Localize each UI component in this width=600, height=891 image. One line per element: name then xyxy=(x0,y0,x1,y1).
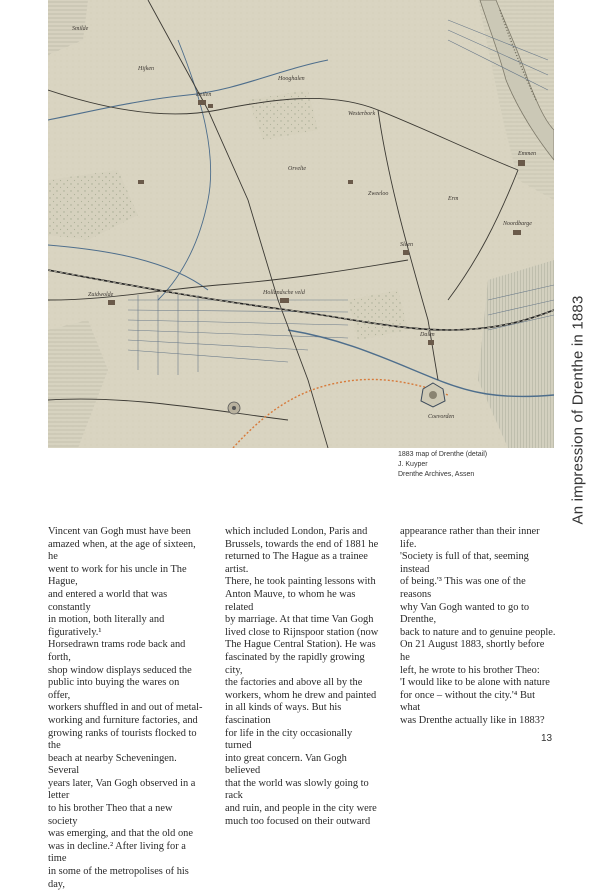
map-label-dalen: Dalen xyxy=(420,332,435,338)
map-label-erm: Erm xyxy=(448,196,459,202)
text-line: growing ranks of tourists flocked to the xyxy=(48,727,197,752)
map-label-zuidwolde: Zuidwolde xyxy=(88,292,114,298)
text-line: Brussels, towards the end of 1881 he xyxy=(225,538,379,550)
text-line: was Drenthe actually like in 1883? xyxy=(400,714,545,726)
text-line: working and furniture factories, and xyxy=(48,714,198,726)
map-label-noordbarge: Noordbarge xyxy=(503,221,532,227)
text-line: in all kinds of ways. But his fascination xyxy=(225,702,342,726)
body-text-column-3 xyxy=(400,526,556,728)
map-caption xyxy=(398,450,558,480)
text-line: years later, Van Gogh observed in a letter xyxy=(48,777,196,802)
text-line: for once – without the city.'⁴ But what xyxy=(400,689,535,714)
text-line: into great concern. Van Gogh believed xyxy=(225,752,347,777)
text-line: On 21 August 1883, shortly before he xyxy=(400,639,545,663)
text-line: Horsedrawn trams rode back and forth, xyxy=(48,639,186,663)
map-label-zweeloo: Zweeloo xyxy=(368,191,389,197)
map-label-beilen: Beilen xyxy=(196,92,212,98)
text-line: of being.'³ This was one of the reasons xyxy=(400,576,526,600)
caption-title: 1883 map of Drenthe (detail) xyxy=(398,451,488,458)
text-line: the factories and above all by the xyxy=(225,677,363,689)
text-line: that the world was slowly going to rack xyxy=(225,777,369,802)
page-number: 13 xyxy=(541,733,553,744)
caption-author: J. Kuyper xyxy=(398,461,428,468)
body-text-column-1 xyxy=(48,526,204,891)
map-label-smilde: Smilde xyxy=(72,26,89,32)
map-label-hijken: Hijken xyxy=(138,66,154,72)
text-line: fascinated by the rapidly growing city, xyxy=(225,651,365,676)
map-label-hollandsche-veld: Hollandsche veld xyxy=(263,290,305,296)
chapter-side-title xyxy=(558,270,598,550)
text-line: went to work for his uncle in The Hague, xyxy=(48,563,187,588)
map-label-westerbork: Westerbork xyxy=(348,111,376,117)
caption-source: Drenthe Archives, Assen xyxy=(398,471,475,478)
text-line: shop window displays seduced the xyxy=(48,664,192,676)
text-line: was emerging, and that the old one xyxy=(48,828,193,840)
map-background xyxy=(48,0,554,448)
text-line: 'Society is full of that, seeming instead xyxy=(400,551,529,575)
text-line: There, he took painting lessons with xyxy=(225,576,376,588)
map-label-coevorden: Coevorden xyxy=(428,414,455,420)
text-line: amazed when, at the age of sixteen, he xyxy=(48,538,196,563)
text-line: for life in the city occasionally turned xyxy=(225,727,353,752)
map-label-emmen: Emmen xyxy=(518,151,536,157)
map-label-orvelte: Orvelte xyxy=(288,166,306,172)
text-line: was in decline.² After living for a time xyxy=(48,840,186,865)
text-line: in some of the metropolises of his day, xyxy=(48,866,189,890)
text-line: to his brother Theo that a new society xyxy=(48,803,173,827)
text-line: Vincent van Gogh must have been xyxy=(48,526,191,537)
text-line: which included London, Paris and xyxy=(225,526,368,537)
map-label-hooghalen: Hooghalen xyxy=(278,76,305,82)
text-line: and ruin, and people in the city were xyxy=(225,803,377,815)
text-line: why Van Gogh wanted to go to Drenthe, xyxy=(400,601,530,626)
text-line: Anton Mauve, to whom he was related xyxy=(225,588,356,613)
text-line: and entered a world that was constantly xyxy=(48,588,168,613)
text-line: beach at nearby Scheveningen. Several xyxy=(48,752,177,777)
text-line: returned to The Hague as a trainee artist. xyxy=(225,551,368,575)
text-line: back to nature and to genuine people. xyxy=(400,626,556,638)
text-line: 'I would like to be alone with nature xyxy=(400,677,550,689)
body-text-column-2 xyxy=(225,526,381,828)
text-line: much too focused on their outward xyxy=(225,815,371,827)
map-windmill xyxy=(228,402,240,414)
text-line: The Hague Central Station). He was xyxy=(225,639,376,651)
text-line: workers, whom he drew and painted xyxy=(225,689,377,701)
text-line: in motion, both literally and figuratively.¹ xyxy=(48,614,165,638)
text-line: lived close to Rijnspoor station (now xyxy=(225,626,379,638)
historic-map-image xyxy=(48,0,554,448)
map-label-sleen: Sleen xyxy=(400,242,413,248)
text-line: appearance rather than their inner life. xyxy=(400,526,540,550)
text-line: public into buying the wares on offer, xyxy=(48,677,180,701)
text-line: by marriage. At that time Van Gogh xyxy=(225,614,374,626)
text-line: workers shuffled in and out of metal- xyxy=(48,702,203,714)
text-line: left, he wrote to his brother Theo: xyxy=(400,664,540,676)
chapter-side-title-text: An impression of Drenthe in 1883 xyxy=(569,295,587,525)
